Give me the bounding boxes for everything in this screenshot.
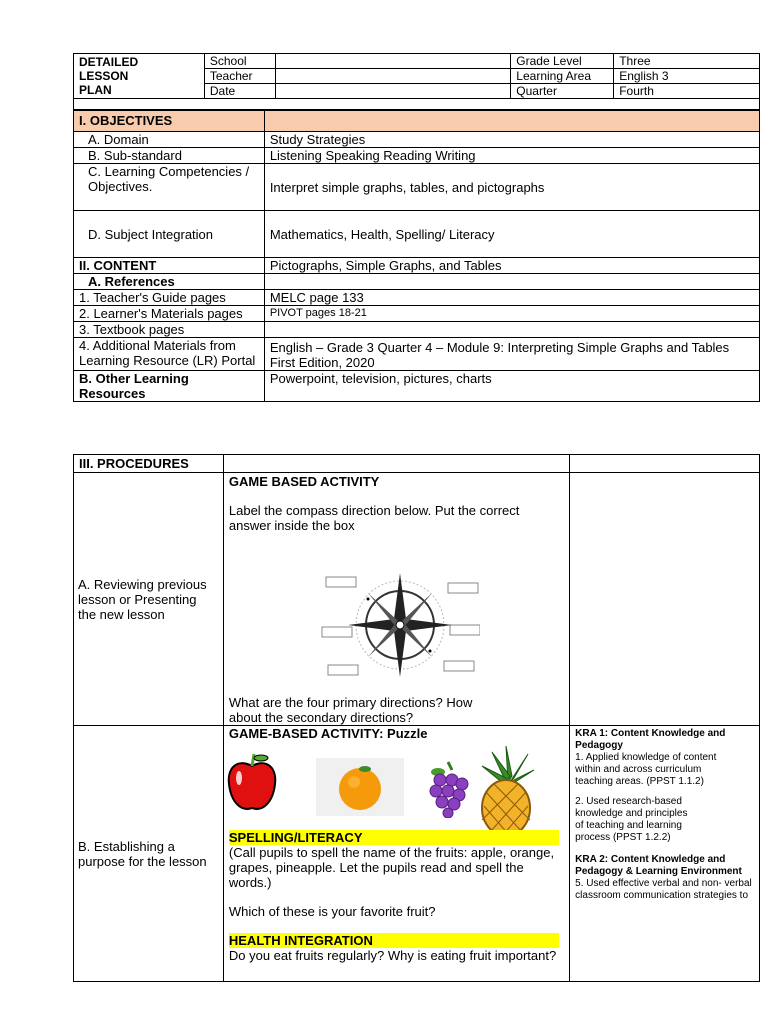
spelling-title: SPELLING/LITERACY (229, 830, 559, 845)
spacer-row (74, 99, 760, 110)
favorite-question: Which of these is your favorite fruit? (228, 904, 436, 919)
orange-image (316, 758, 404, 816)
additional-materials-label: 4. Additional Materials from Learning Resource (LR) Portal (74, 338, 265, 371)
compass-image (320, 569, 480, 679)
teacher-label: Teacher (204, 69, 275, 84)
objectives-title-blank (264, 111, 759, 132)
lm-pages-value: PIVOT pages 18-21 (264, 306, 759, 322)
dlp-title: DETAILED LESSON PLAN (74, 54, 205, 99)
subject-integration-value: Mathematics, Health, Spelling/ Literacy (264, 211, 759, 258)
references-label: A. References (74, 274, 265, 290)
kra1-title: KRA 1: Content Knowledge and Pedagogy (575, 728, 726, 751)
learning-area-label: Learning Area (511, 69, 614, 84)
label-box-top-right (448, 583, 478, 593)
procedure-a-label: A. Reviewing previous lesson or Presenting the new lesson (74, 473, 224, 726)
textbook-pages-value (264, 322, 759, 338)
references-blank (264, 274, 759, 290)
label-box-bottom-right (444, 661, 474, 671)
grapes-image (428, 760, 470, 818)
procedures-title-blank-1 (223, 455, 569, 473)
content-value: Pictographs, Simple Graphs, and Tables (264, 258, 759, 274)
procedure-b-activity-title: GAME-BASED ACTIVITY: Puzzle (228, 726, 428, 741)
competencies-value: Interpret simple graphs, tables, and pictographs (264, 164, 759, 211)
learning-area-value: English 3 (614, 69, 760, 84)
pineapple-image (476, 746, 536, 838)
date-label: Date (204, 84, 275, 99)
grade-level-label: Grade Level (511, 54, 614, 69)
content-title: II. CONTENT (74, 258, 265, 274)
quarter-label: Quarter (511, 84, 614, 99)
quarter-value: Fourth (614, 84, 760, 99)
procedure-a-content (223, 473, 569, 726)
label-box-top-left (326, 577, 356, 587)
health-title: HEALTH INTEGRATION (229, 933, 559, 948)
procedures-title: III. PROCEDURES (74, 455, 224, 473)
other-resources-label: B. Other Learning Resources (74, 371, 265, 402)
kra1-item2: 2. Used research-based knowledge and principles of teaching and learning process (PPST 1.2.2) (575, 796, 688, 843)
procedure-a-activity-title: GAME BASED ACTIVITY (228, 474, 380, 489)
procedure-a-questions: What are the four primary directions? How about the secondary directions? (228, 695, 473, 725)
procedures-table (73, 454, 760, 982)
grade-level-value: Three (614, 54, 760, 69)
substandard-value: Listening Speaking Reading Writing (264, 148, 759, 164)
objectives-title: I. OBJECTIVES (74, 111, 265, 132)
substandard-label: B. Sub-standard (74, 148, 265, 164)
procedures-title-blank-2 (570, 455, 760, 473)
competencies-label: C. Learning Competencies / Objectives. (74, 164, 265, 211)
school-label: School (204, 54, 275, 69)
tg-pages-label: 1. Teacher's Guide pages (74, 290, 265, 306)
spelling-section (229, 830, 559, 963)
label-box-left (322, 627, 352, 637)
additional-materials-value: English – Grade 3 Quarter 4 – Module 9: Interpreting Simple Graphs and Tables First Edition, 2020 (264, 338, 759, 371)
tg-pages-value: MELC page 133 (264, 290, 759, 306)
spelling-text: (Call pupils to spell the name of the fruits: apple, orange, grapes, pineapple. Let the pupils read and spell the words.) (228, 845, 555, 890)
procedure-b-content (223, 726, 569, 982)
label-box-right (450, 625, 480, 635)
subject-integration-label: D. Subject Integration (74, 211, 265, 258)
date-value (275, 84, 510, 99)
label-box-bottom-left (328, 665, 358, 675)
other-resources-value: Powerpoint, television, pictures, charts (264, 371, 759, 402)
health-text: Do you eat fruits regularly? Why is eating fruit important? (228, 948, 557, 963)
domain-value: Study Strategies (264, 132, 759, 148)
procedure-a-instruction: Label the compass direction below. Put the correct answer inside the box (228, 503, 520, 533)
lm-pages-label: 2. Learner's Materials pages (74, 306, 265, 322)
school-value (275, 54, 510, 69)
objectives-table (73, 110, 760, 402)
domain-label: A. Domain (74, 132, 265, 148)
textbook-pages-label: 3. Textbook pages (74, 322, 265, 338)
kra2-title: KRA 2: Content Knowledge and Pedagogy & Learning Environment (575, 854, 742, 877)
kra2-item5: 5. Used effective verbal and non- verbal classroom communication strategies to (575, 878, 752, 901)
apple-image (227, 752, 277, 814)
header-table (73, 53, 760, 110)
procedure-b-label: B. Establishing a purpose for the lesson (74, 726, 224, 982)
teacher-value (275, 69, 510, 84)
procedure-a-notes (570, 473, 760, 726)
kra1-item1: 1. Applied knowledge of content within and across curriculum teaching areas. (PPST 1.1.2) (575, 752, 717, 787)
procedure-b-notes (570, 726, 760, 982)
